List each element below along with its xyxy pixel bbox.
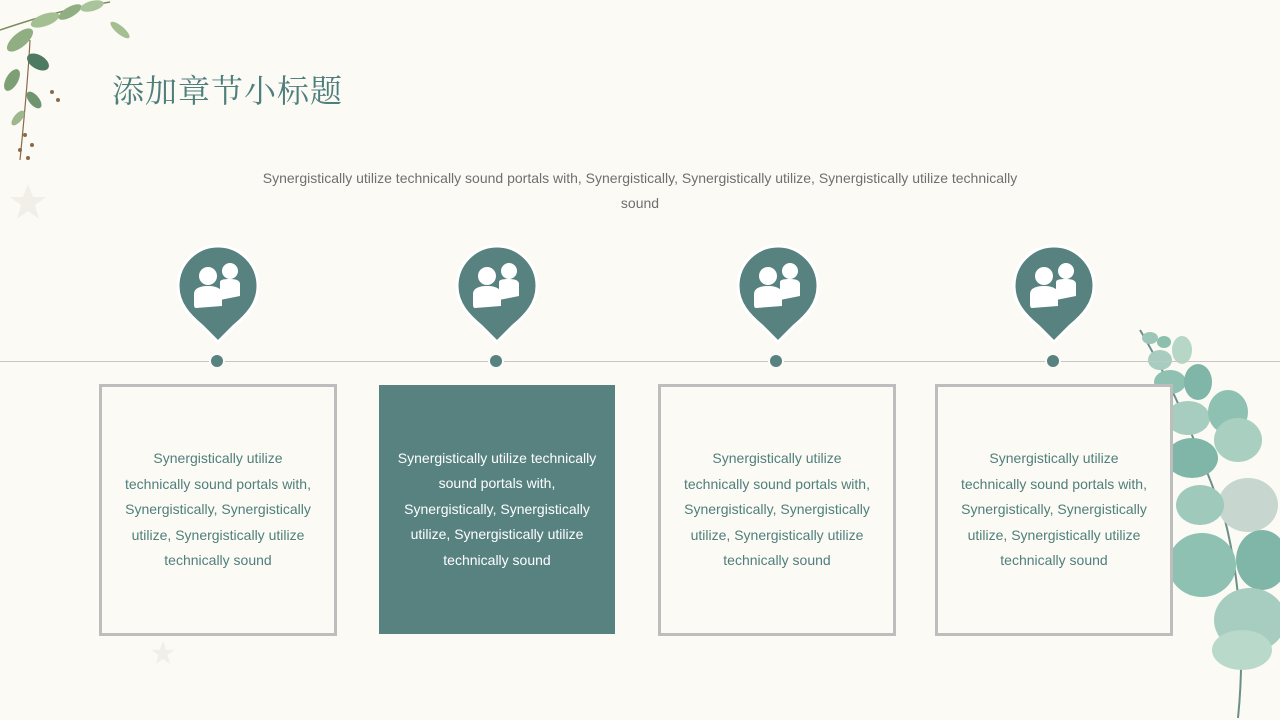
location-pin [176, 244, 260, 344]
location-pin [736, 244, 820, 344]
timeline-line [0, 361, 1280, 362]
location-pin [1012, 244, 1096, 344]
timeline-dot [488, 353, 504, 369]
step-card-highlighted [379, 385, 615, 634]
step-card-text: Synergistically utilize technically sound portals with, Synergistically, Synergistically utilize, Synergistically utilize technically sound [125, 450, 311, 569]
star-decoration [8, 182, 48, 222]
timeline-dot [768, 353, 784, 369]
page-title: 添加章节小标题 [112, 73, 344, 109]
step-card-text: Synergistically utilize technically sound portals with, Synergistically, Synergistically utilize, Synergistically utilize technically sound [961, 450, 1147, 569]
page-subtitle: Synergistically utilize technically sound portals with, Synergistically, Synergistically utilize, Synergistically utilize technically sound [262, 170, 1018, 211]
timeline-dot [1045, 353, 1061, 369]
timeline-dot [209, 353, 225, 369]
location-pin [455, 244, 539, 344]
step-card [658, 384, 896, 636]
step-card-text: Synergistically utilize technically sound portals with, Synergistically, Synergistically utilize, Synergistically utilize technically sound [684, 450, 870, 569]
step-card [935, 384, 1173, 636]
step-card [99, 384, 337, 636]
star-decoration [150, 640, 176, 666]
step-card-text: Synergistically utilize technically sound portals with, Synergistically, Synergistically utilize, Synergistically utilize technically sound [397, 449, 597, 568]
